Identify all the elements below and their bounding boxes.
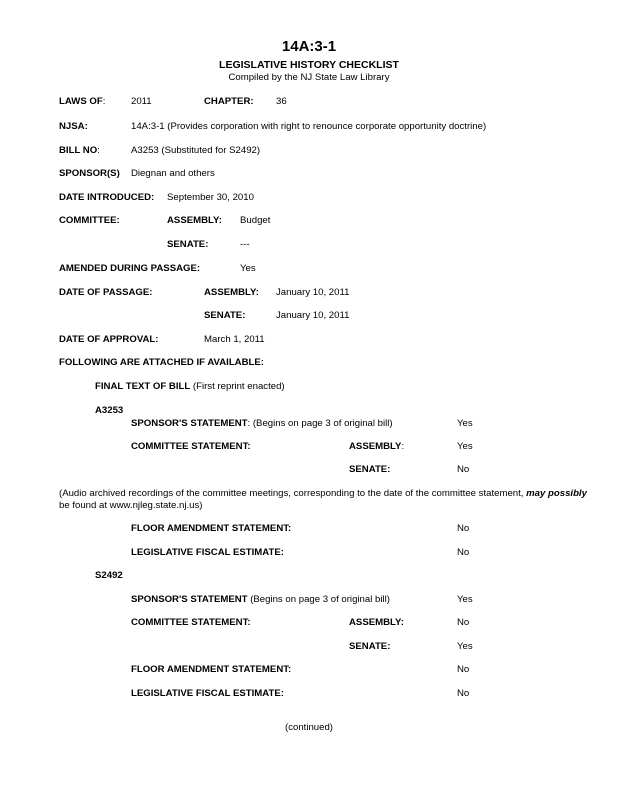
amended-value: Yes xyxy=(240,263,256,274)
a3253-sponsor-label: SPONSOR'S STATEMENT xyxy=(131,418,248,429)
committee-assembly-value: Budget xyxy=(240,215,271,226)
statute-number: 14A:3-1 xyxy=(281,38,337,55)
date-of-passage-label: DATE OF PASSAGE: xyxy=(59,287,153,298)
laws-of-value: 2011 xyxy=(131,96,152,107)
bill-no-value: A3253 (Substituted for S2492) xyxy=(131,145,261,156)
passage-senate-value: January 10, 2011 xyxy=(276,310,350,321)
a3253-sponsor-note: : (Begins on page 3 of original bill) xyxy=(247,418,393,429)
njsa-value: 14A:3-1 (Provides corporation with right to renounce corporate opportunity doctrine) xyxy=(131,121,487,132)
a3253-assembly-value: Yes xyxy=(457,441,473,452)
a3253-fiscal-value: No xyxy=(457,547,470,558)
passage-assembly-value: January 10, 2011 xyxy=(276,287,350,298)
attached-heading: FOLLOWING ARE ATTACHED IF AVAILABLE: xyxy=(59,357,264,368)
chapter-label: CHAPTER: xyxy=(204,96,254,107)
document-title: LEGISLATIVE HISTORY CHECKLIST xyxy=(219,59,399,71)
a3253-sponsor-value: Yes xyxy=(457,418,473,429)
s2492-floor-label: FLOOR AMENDMENT STATEMENT: xyxy=(131,664,292,675)
a3253-senate-value: No xyxy=(457,464,470,475)
continued-note: (continued) xyxy=(285,722,333,733)
audio-note-line2: be found at www.njleg.state.nj.us) xyxy=(59,500,203,511)
date-introduced-value: September 30, 2010 xyxy=(167,192,254,203)
s2492-heading: S2492 xyxy=(95,570,123,581)
sponsor-value: Diegnan and others xyxy=(131,168,215,179)
date-of-approval-value: March 1, 2011 xyxy=(204,334,265,345)
a3253-assembly-label xyxy=(349,441,404,453)
passage-assembly-label: ASSEMBLY: xyxy=(204,287,259,298)
s2492-sponsor-value: Yes xyxy=(457,594,473,605)
s2492-committee-label: COMMITTEE STATEMENT: xyxy=(131,617,251,628)
a3253-floor-label: FLOOR AMENDMENT STATEMENT: xyxy=(131,523,292,534)
a3253-sponsor-statement xyxy=(131,418,393,430)
sponsor-label: SPONSOR(S) xyxy=(59,168,120,179)
a3253-floor-value: No xyxy=(457,523,470,534)
s2492-floor-value: No xyxy=(457,664,470,675)
s2492-sponsor-note: (Begins on page 3 of original bill) xyxy=(247,594,390,605)
a3253-assembly-colon: : xyxy=(401,441,405,452)
s2492-assembly-value: No xyxy=(457,617,470,628)
a3253-fiscal-label: LEGISLATIVE FISCAL ESTIMATE: xyxy=(131,547,284,558)
bill-no-label-text: BILL NO xyxy=(59,145,98,156)
committee-senate-label: SENATE: xyxy=(167,239,209,250)
amended-label: AMENDED DURING PASSAGE: xyxy=(59,263,201,274)
audio-note-emphasis: may possibly xyxy=(526,488,587,499)
bill-no-label xyxy=(59,145,100,157)
laws-of-colon: : xyxy=(102,96,106,107)
a3253-committee-label: COMMITTEE STATEMENT: xyxy=(131,441,251,452)
s2492-fiscal-label: LEGISLATIVE FISCAL ESTIMATE: xyxy=(131,688,284,699)
date-introduced-label: DATE INTRODUCED: xyxy=(59,192,155,203)
committee-label: COMMITTEE: xyxy=(59,215,120,226)
laws-of-label xyxy=(59,96,105,108)
laws-of-label-text: LAWS OF xyxy=(59,96,103,107)
s2492-senate-label: SENATE: xyxy=(349,641,391,652)
committee-senate-value: --- xyxy=(240,239,250,250)
chapter-value: 36 xyxy=(276,96,287,107)
bill-no-colon: : xyxy=(97,145,100,156)
njsa-label: NJSA: xyxy=(59,121,88,132)
s2492-sponsor-statement xyxy=(131,594,390,606)
passage-senate-label: SENATE: xyxy=(204,310,246,321)
s2492-assembly-label: ASSEMBLY: xyxy=(349,617,404,628)
committee-assembly-label: ASSEMBLY: xyxy=(167,215,222,226)
a3253-senate-label: SENATE: xyxy=(349,464,391,475)
audio-note-line1 xyxy=(59,488,587,500)
audio-note-text: (Audio archived recordings of the committee meetings, corresponding to the date of the committee statement, xyxy=(59,488,527,499)
a3253-heading: A3253 xyxy=(95,405,124,416)
date-of-approval-label: DATE OF APPROVAL: xyxy=(59,334,159,345)
final-text-note: (First reprint enacted) xyxy=(190,381,285,392)
final-text-label: FINAL TEXT OF BILL xyxy=(95,381,191,392)
s2492-senate-value: Yes xyxy=(457,641,473,652)
s2492-sponsor-label: SPONSOR'S STATEMENT xyxy=(131,594,248,605)
final-text-row xyxy=(95,381,285,393)
a3253-assembly-label-text: ASSEMBLY xyxy=(349,441,402,452)
s2492-fiscal-value: No xyxy=(457,688,470,699)
compiled-by: Compiled by the NJ State Law Library xyxy=(228,72,390,83)
